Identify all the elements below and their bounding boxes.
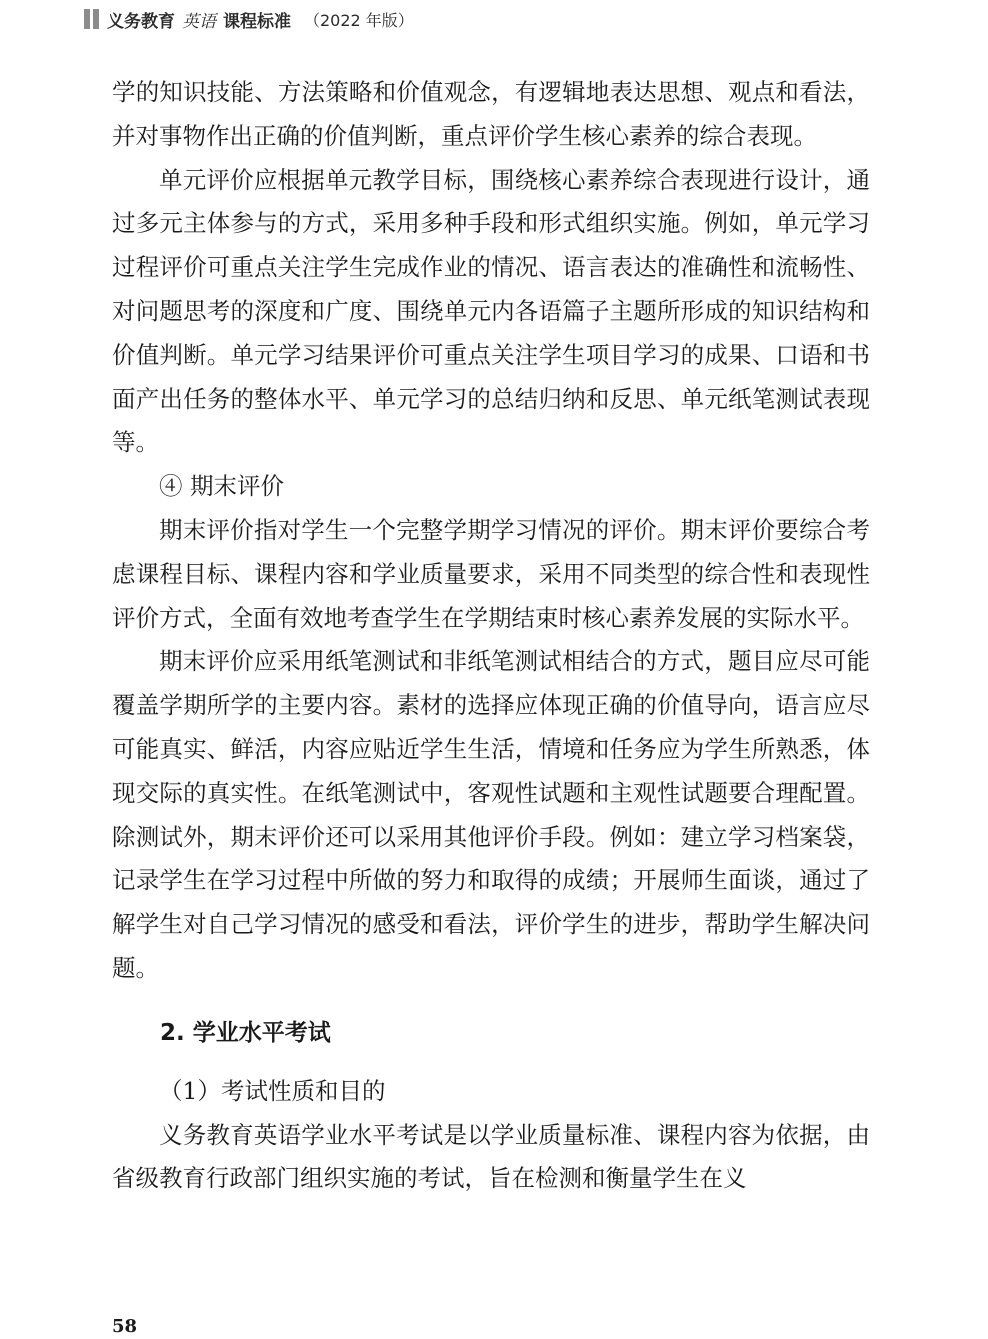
subheading-final-evaluation: ④ 期末评价: [159, 472, 284, 501]
header-title: 课程标准: [223, 11, 291, 32]
header-series: 义务教育: [107, 11, 175, 32]
paragraph-final-evaluation-definition: 期末评价指对学生一个完整学期学习情况的评价。期末评价要综合考虑课程目标、课程内容和学业质量要求，采用不同类型的综合性和表现性评价方式，全面有效地考查学生在学期结束时核心素养发展的实际水平。: [112, 515, 870, 632]
page-body: [112, 71, 870, 1201]
running-header: [84, 6, 414, 32]
paragraph-continued: 学的知识技能、方法策略和价值观念，有逻辑地表达思想、观点和看法，并对事物作出正确的价值判断，重点评价学生核心素养的综合表现。: [112, 78, 870, 150]
subheading-exam-nature: （1）考试性质和目的: [159, 1076, 386, 1105]
header-bar-icon: [84, 9, 90, 29]
section-heading-academic-exam: 2. 学业水平考试: [160, 1019, 331, 1046]
paragraph-unit-evaluation: 单元评价应根据单元教学目标，围绕核心素养综合表现进行设计，通过多元主体参与的方式，采用多种手段和形式组织实施。例如，单元学习过程评价可重点关注学生完成作业的情况、语言表达的准确性和流畅性、对问题思考的深度和广度、围绕单元内各语篇子主题所形成的知识结构和价值判断。单元学习结果评价可重点关注学生项目学习的成果、口语和书面产出任务的整体水平、单元学习的总结归纳和反思、单元纸笔测试表现等。: [112, 165, 870, 457]
header-subject: 英语: [182, 11, 216, 32]
paragraph-exam-nature: 义务教育英语学业水平考试是以学业质量标准、课程内容为依据，由省级教育行政部门组织实施的考试，旨在检测和衡量学生在义: [112, 1120, 870, 1193]
page-number: 58: [112, 1316, 138, 1337]
header-edition: （2022 年版）: [304, 10, 414, 30]
paragraph-final-evaluation-method: 期末评价应采用纸笔测试和非纸笔测试相结合的方式，题目应尽可能覆盖学期所学的主要内容。素材的选择应体现正确的价值导向，语言应尽可能真实、鲜活，内容应贴近学生生活，情境和任务应为学生所熟悉，体现交际的真实性。在纸笔测试中，客观性试题和主观性试题要合理配置。除测试外，期末评价还可以采用其他评价手段。例如：建立学习档案袋，记录学生在学习过程中所做的努力和取得的成绩；开展师生面谈，通过了解学生对自己学习情况的感受和看法，评价学生的进步，帮助学生解决问题。: [112, 647, 870, 982]
header-bar-icon: [93, 9, 99, 29]
